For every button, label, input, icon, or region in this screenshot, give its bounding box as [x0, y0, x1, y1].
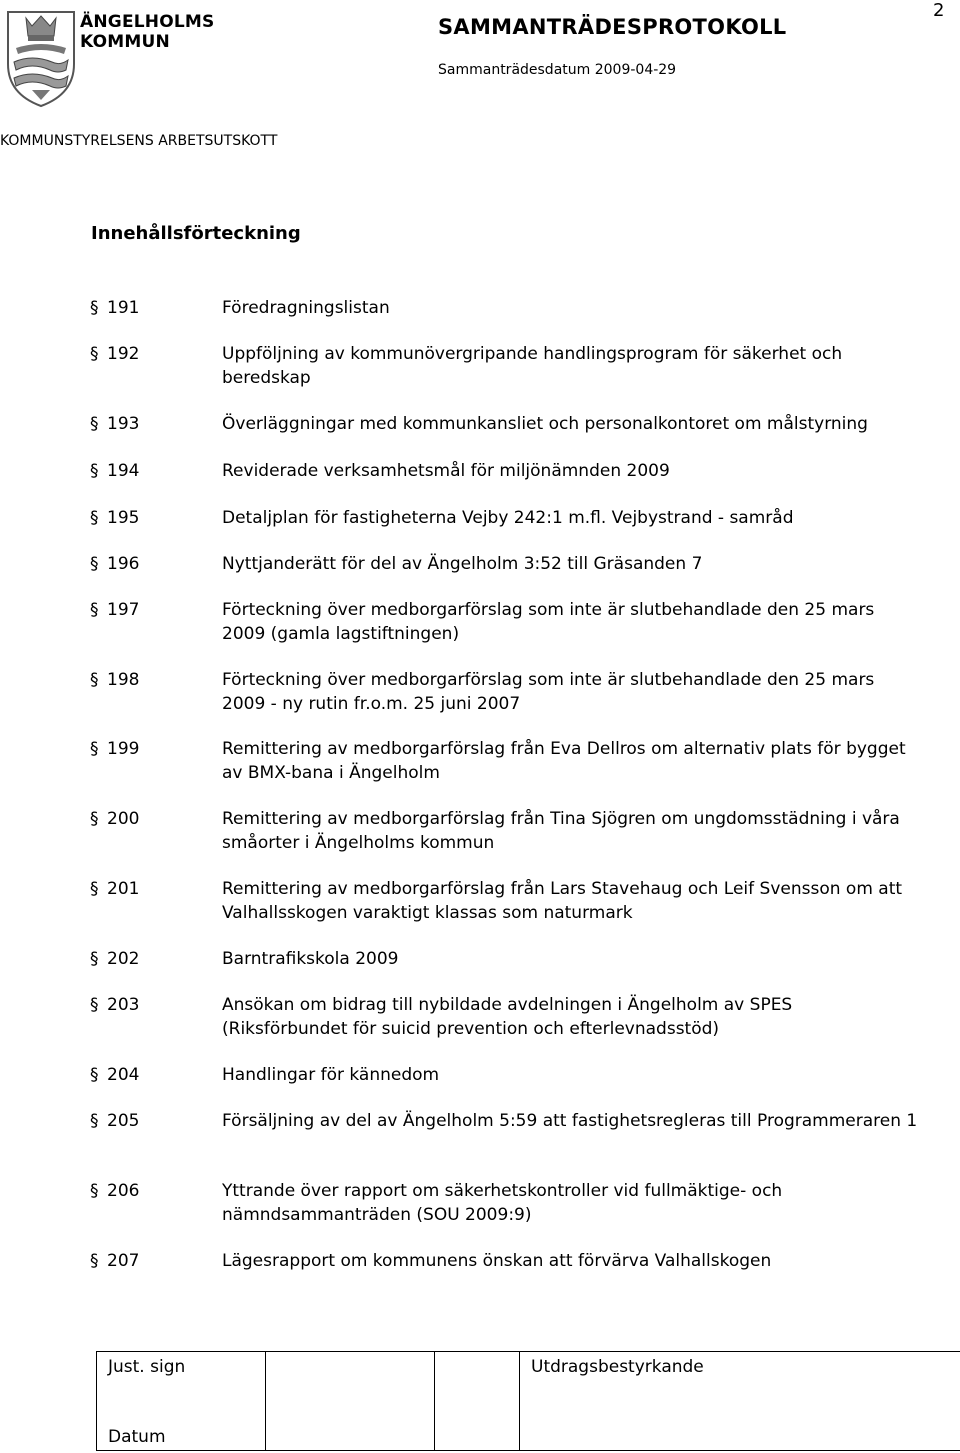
section-title: Nyttjanderätt för del av Ängelholm 3:52 till Gräsanden 7: [222, 554, 703, 574]
section-title: Överläggningar med kommunkansliet och personalkontoret om målstyrning: [222, 414, 868, 434]
section-symbol: §: [90, 995, 99, 1015]
section-number: 196: [107, 554, 140, 574]
section-number: 198: [107, 670, 140, 690]
section-symbol: §: [90, 949, 99, 969]
section-title: Yttrande över rapport om säkerhetskontroller vid fullmäktige- och nämndsammanträden (SOU 2009:9): [222, 1181, 783, 1225]
section-number: 204: [107, 1065, 140, 1085]
section-symbol: §: [90, 554, 99, 574]
section-symbol: §: [90, 344, 99, 364]
committee-name: KOMMUNSTYRELSENS ARBETSUTSKOTT: [0, 133, 278, 149]
section-symbol: §: [90, 1251, 99, 1271]
section-number: 195: [107, 508, 140, 528]
section-number: 205: [107, 1111, 140, 1131]
section-symbol: §: [90, 461, 99, 481]
section-number: 207: [107, 1251, 140, 1271]
section-title: Remittering av medborgarförslag från Lars Stavehaug och Leif Svensson om att Valhallsskogen varaktigt klassas som naturmark: [222, 879, 903, 923]
section-title: Barntrafikskola 2009: [222, 949, 399, 969]
section-number: 201: [107, 879, 140, 899]
section-number: 194: [107, 461, 140, 481]
section-title: Föredragningslistan: [222, 298, 390, 318]
document-title: SAMMANTRÄDESPROTOKOLL: [438, 15, 787, 39]
section-symbol: §: [90, 1065, 99, 1085]
section-title: Lägesrapport om kommunens önskan att förvärva Valhallskogen: [222, 1251, 772, 1271]
municipality-name-line2: KOMMUN: [80, 32, 170, 52]
section-symbol: §: [90, 809, 99, 829]
signature-cell: [97, 1352, 266, 1450]
section-title: Remittering av medborgarförslag från Eva Dellros om alternativ plats för bygget av BMX-bana i Ängelholm: [222, 739, 906, 783]
section-number: 199: [107, 739, 140, 759]
section-title: Förteckning över medborgarförslag som inte är slutbehandlade den 25 mars 2009 - ny rutin fr.o.m. 25 juni 2007: [222, 670, 875, 714]
extract-certified-label: Utdragsbestyrkande: [531, 1357, 704, 1377]
section-number: 203: [107, 995, 140, 1015]
section-symbol: §: [90, 298, 99, 318]
toc-heading: Innehållsförteckning: [91, 223, 301, 244]
section-title: Förteckning över medborgarförslag som inte är slutbehandlade den 25 mars 2009 (gamla lagstiftningen): [222, 600, 875, 644]
section-symbol: §: [90, 670, 99, 690]
municipality-name-line1: ÄNGELHOLMS: [80, 12, 215, 32]
section-number: 197: [107, 600, 140, 620]
section-number: 200: [107, 809, 140, 829]
coat-of-arms-icon: [2, 4, 80, 108]
section-number: 193: [107, 414, 140, 434]
section-number: 202: [107, 949, 140, 969]
signature-box: [96, 1351, 960, 1451]
section-symbol: §: [90, 1181, 99, 1201]
section-title: Reviderade verksamhetsmål för miljönämnden 2009: [222, 461, 670, 481]
just-sign-label: Just. sign: [108, 1357, 186, 1377]
section-number: 191: [107, 298, 140, 318]
section-number: 192: [107, 344, 140, 364]
section-number: 206: [107, 1181, 140, 1201]
section-symbol: §: [90, 1111, 99, 1131]
signature-cell: [520, 1352, 960, 1450]
section-symbol: §: [90, 414, 99, 434]
signature-cell: [266, 1352, 435, 1450]
section-title: Ansökan om bidrag till nybildade avdelningen i Ängelholm av SPES (Riksförbundet för suicid prevention och efterlevnadsstöd): [222, 995, 793, 1039]
page-number: 2: [933, 0, 945, 21]
section-symbol: §: [90, 508, 99, 528]
meeting-date: Sammanträdesdatum 2009-04-29: [438, 62, 677, 78]
signature-cell: [435, 1352, 520, 1450]
section-title: Uppföljning av kommunövergripande handlingsprogram för säkerhet och beredskap: [222, 344, 843, 388]
section-title: Remittering av medborgarförslag från Tina Sjögren om ungdomsstädning i våra småorter i Ängelholms kommun: [222, 809, 900, 853]
section-symbol: §: [90, 739, 99, 759]
section-symbol: §: [90, 600, 99, 620]
section-title: Försäljning av del av Ängelholm 5:59 att fastighetsregleras till Programmeraren 1: [222, 1111, 918, 1131]
section-title: Detaljplan för fastigheterna Vejby 242:1 m.fl. Vejbystrand - samråd: [222, 508, 794, 528]
section-symbol: §: [90, 879, 99, 899]
section-title: Handlingar för kännedom: [222, 1065, 440, 1085]
municipality-name: [80, 12, 214, 52]
date-label: Datum: [108, 1427, 166, 1447]
